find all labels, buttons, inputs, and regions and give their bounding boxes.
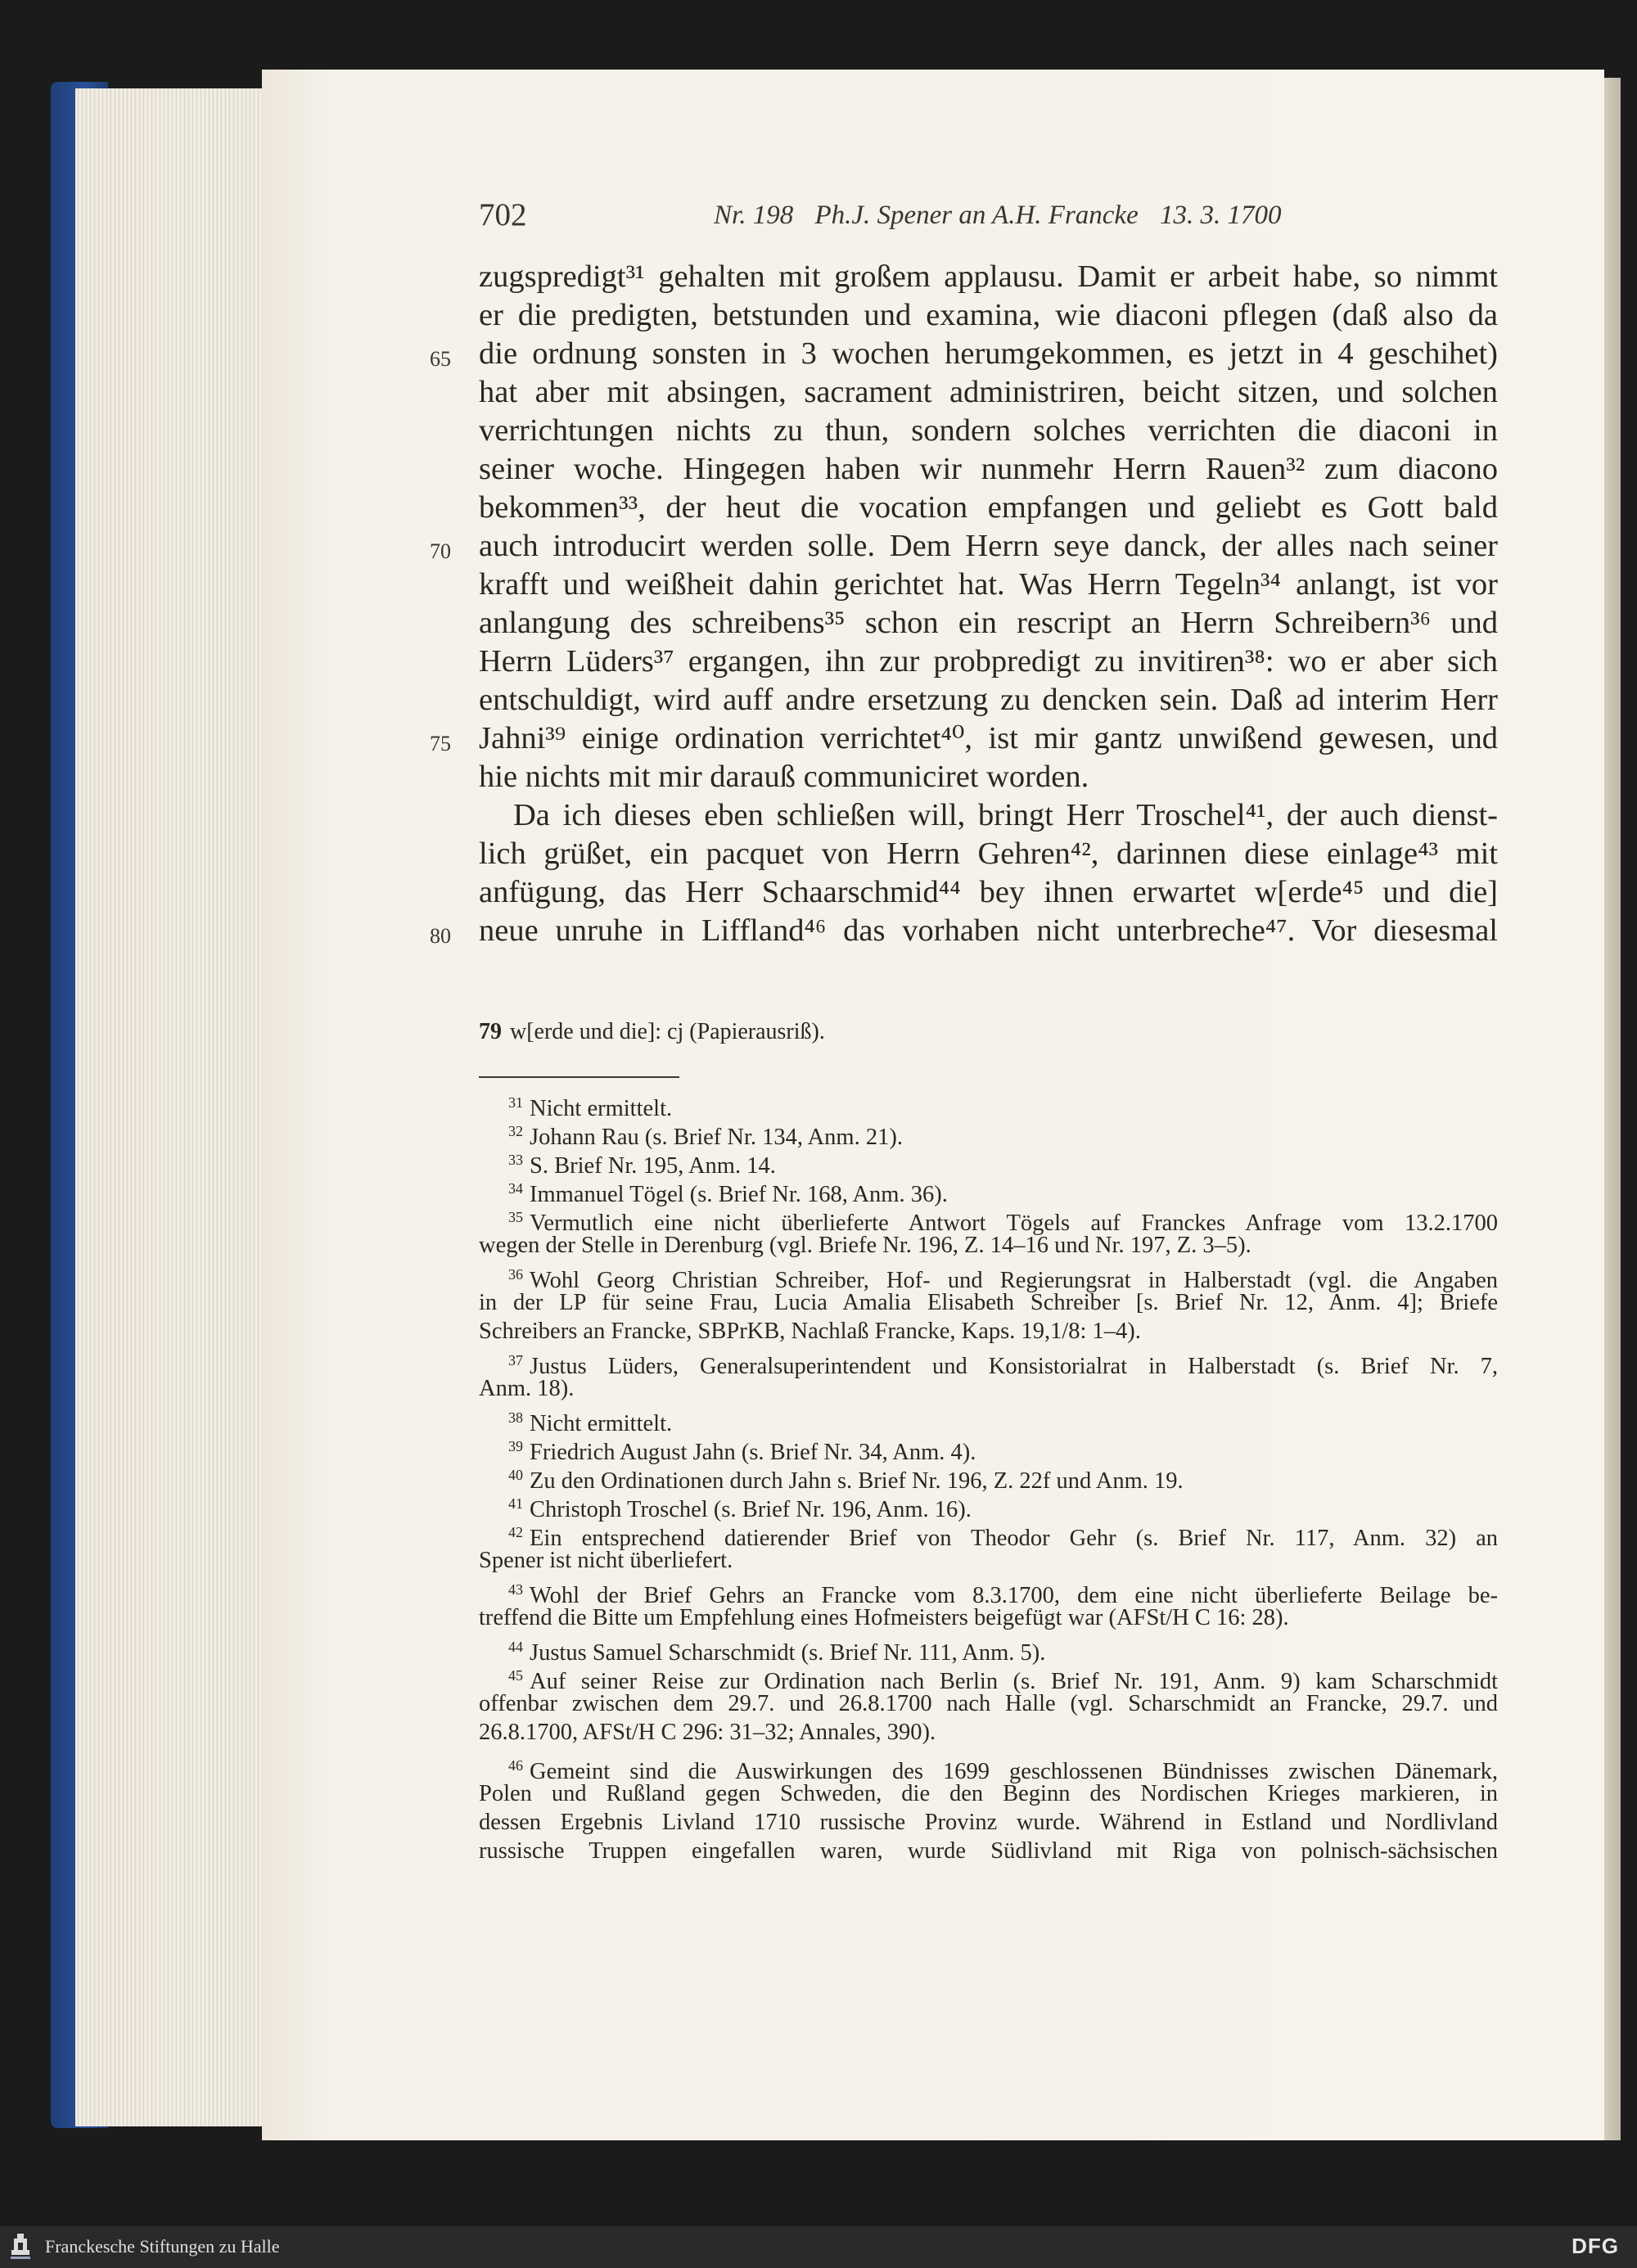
page-edges bbox=[75, 88, 265, 2126]
footnote-line bbox=[479, 1118, 1498, 1150]
letter-number: Nr. 198 bbox=[714, 201, 794, 230]
footnote-text: Schreibers an Francke, SBPrKB, Nachlaß Francke, Kaps. 19,1/8: 1–4). bbox=[479, 1319, 1141, 1344]
critical-apparatus bbox=[479, 1019, 825, 1045]
footnote-number: 36 bbox=[508, 1266, 523, 1283]
text-line: auch introducirt werden solle. Dem Herrn seye danck, der alles nach seiner bbox=[479, 529, 1498, 563]
footnote-line bbox=[479, 1634, 1498, 1666]
text-line: lich grüßet, ein pacquet von Herrn Gehren⁴², darinnen diese einlage⁴³ mit bbox=[479, 836, 1498, 871]
text-line: neue unruhe in Liffland⁴⁶ das vorhaben nicht unterbreche⁴⁷. Vor diesesmal bbox=[479, 913, 1498, 948]
footnote-line bbox=[479, 1261, 1498, 1293]
footnote-line bbox=[479, 1519, 1498, 1551]
footnote-text: Justus Lüders, Generalsuperintendent und Konsistorialrat in Halberstadt (s. Brief Nr. 7, bbox=[530, 1354, 1498, 1379]
institution-name: Franckesche Stiftungen zu Halle bbox=[45, 2236, 280, 2257]
footnote-text: Zu den Ordinationen durch Jahn s. Brief Nr. 196, Z. 22f und Anm. 19. bbox=[530, 1468, 1184, 1494]
footnote-text: Christoph Troschel (s. Brief Nr. 196, Anm. 16). bbox=[530, 1497, 972, 1522]
footnote-text: dessen Ergebnis Livland 1710 russische Provinz wurde. Während in Estland und Nordlivland bbox=[479, 1810, 1498, 1835]
footnote-line bbox=[479, 1319, 1498, 1345]
text-line: hat aber mit absingen, sacrament administriren, beicht sitzen, und solchen bbox=[479, 375, 1498, 409]
text-line: anlangung des schreibens³⁵ schon ein rescript an Herrn Schreibern³⁶ und bbox=[479, 606, 1498, 640]
text-line: hie nichts mit mir darauß communiciret worden. bbox=[479, 760, 1089, 794]
footnote-line bbox=[479, 1347, 1498, 1379]
footnote-text: wegen der Stelle in Derenburg (vgl. Briefe Nr. 196, Z. 14–16 und Nr. 197, Z. 3–5). bbox=[479, 1233, 1251, 1258]
footnote-number: 34 bbox=[508, 1180, 523, 1197]
footnote-line bbox=[479, 1548, 1498, 1574]
footnote-line bbox=[479, 1781, 1498, 1807]
text-line: verrichtungen nichts zu thun, sondern solches verrichten die diaconi in bbox=[479, 413, 1498, 448]
footnote-line bbox=[479, 1462, 1498, 1494]
footnote-line bbox=[479, 1233, 1498, 1259]
footnote-text: Johann Rau (s. Brief Nr. 134, Anm. 21). bbox=[530, 1125, 903, 1150]
viewer-footer-bar bbox=[0, 2226, 1637, 2268]
footnote-text: Friedrich August Jahn (s. Brief Nr. 34, Anm. 4). bbox=[530, 1440, 976, 1465]
footnote-number: 38 bbox=[508, 1409, 523, 1426]
footnote-number: 35 bbox=[508, 1209, 523, 1225]
footnote-line bbox=[479, 1433, 1498, 1465]
footnote-rule bbox=[479, 1076, 679, 1078]
text-line: seiner woche. Hingegen haben wir nunmehr Herrn Rauen³² zum diacono bbox=[479, 452, 1498, 486]
footnote-number: 31 bbox=[508, 1094, 523, 1111]
footnote-number: 37 bbox=[508, 1352, 523, 1368]
text-line: Herrn Lüders³⁷ ergangen, ihn zur probpredigt zu invitiren³⁸: wo er aber sich bbox=[479, 644, 1498, 679]
footnote-text: treffend die Bitte um Empfehlung eines Hofmeisters beigefügt war (AFSt/H C 16: 28). bbox=[479, 1605, 1289, 1630]
line-number: 70 bbox=[430, 539, 451, 563]
text-line: krafft und weißheit dahin gerichtet hat. Was Herrn Tegeln³⁴ anlangt, ist vor bbox=[479, 567, 1498, 602]
footnote-text: Immanuel Tögel (s. Brief Nr. 168, Anm. 36). bbox=[530, 1182, 948, 1207]
text-line: Jahni³⁹ einige ordination verrichtet⁴⁰, ist mir gantz unwißend gewesen, und bbox=[479, 721, 1498, 755]
footnote-number: 39 bbox=[508, 1438, 523, 1454]
institution-logo-icon bbox=[10, 2232, 31, 2261]
text-line: anfügung, das Herr Schaarschmid⁴⁴ bey ihnen erwartet w[erde⁴⁵ und die] bbox=[479, 875, 1498, 909]
footnote-line bbox=[479, 1662, 1498, 1694]
footnote-line bbox=[479, 1490, 1498, 1522]
footnote-line bbox=[479, 1175, 1498, 1207]
footnote-text: Auf seiner Reise zur Ordination nach Berlin (s. Brief Nr. 191, Anm. 9) kam Scharschmidt bbox=[530, 1669, 1498, 1694]
page-number: 702 bbox=[479, 197, 527, 232]
text-line: Da ich dieses eben schließen will, bringt Herr Troschel⁴¹, der auch dienst- bbox=[513, 798, 1498, 832]
footnote-number: 46 bbox=[508, 1757, 523, 1774]
footnote-number: 40 bbox=[508, 1467, 523, 1483]
dfg-logo: DFG bbox=[1572, 2234, 1619, 2258]
footnote-line bbox=[479, 1089, 1498, 1121]
text-line: bekommen³³, der heut die vocation empfangen und geliebt es Gott bald bbox=[479, 490, 1498, 525]
line-number: 75 bbox=[430, 732, 451, 755]
footnote-number: 32 bbox=[508, 1123, 523, 1139]
footnote-line bbox=[479, 1838, 1498, 1864]
text-line: er die predigten, betstunden und examina, wie diaconi pflegen (daß also da bbox=[479, 298, 1498, 332]
footnote-line bbox=[479, 1147, 1498, 1179]
footnote-text: in der LP für seine Frau, Lucia Amalia Elisabeth Schreiber [s. Brief Nr. 12, Anm. 4]; Briefe bbox=[479, 1290, 1498, 1315]
footnote-line bbox=[479, 1720, 1498, 1746]
letter-title: Ph.J. Spener an A.H. Francke bbox=[814, 201, 1139, 230]
footnote-line bbox=[479, 1376, 1498, 1402]
footnote-number: 44 bbox=[508, 1639, 523, 1655]
footnote-text: Ein entsprechend datierender Brief von Theodor Gehr (s. Brief Nr. 117, Anm. 32) an bbox=[530, 1526, 1498, 1551]
footnote-number: 33 bbox=[508, 1152, 523, 1168]
text-line: die ordnung sonsten in 3 wochen herumgekommen, es jetzt in 4 geschihet) bbox=[479, 336, 1498, 371]
footnote-text: Spener ist nicht überliefert. bbox=[479, 1548, 733, 1573]
footnote-text: Justus Samuel Scharschmidt (s. Brief Nr. 111, Anm. 5). bbox=[530, 1640, 1046, 1666]
footnote-number: 45 bbox=[508, 1667, 523, 1684]
apparatus-text: w[erde und die]: cj (Papierausriß). bbox=[510, 1019, 825, 1044]
footnote-line bbox=[479, 1752, 1498, 1784]
text-line: zugspredigt³¹ gehalten mit großem applausu. Damit er arbeit habe, so nimmt bbox=[479, 259, 1498, 294]
footnote-text: russische Truppen eingefallen waren, wurde Südlivland mit Riga von polnisch-sächsischen bbox=[479, 1838, 1498, 1864]
footnote-line bbox=[479, 1605, 1498, 1631]
line-number: 80 bbox=[430, 924, 451, 948]
footnote-line bbox=[479, 1576, 1498, 1608]
footnote-text: offenbar zwischen dem 29.7. und 26.8.1700 nach Halle (vgl. Scharschmidt an Francke, 29.7. und bbox=[479, 1691, 1498, 1716]
footnote-line bbox=[479, 1691, 1498, 1717]
footnote-text: Nicht ermittelt. bbox=[530, 1096, 673, 1121]
footnote-text: Anm. 18). bbox=[479, 1376, 575, 1401]
line-number: 65 bbox=[430, 347, 451, 371]
footnote-number: 42 bbox=[508, 1524, 523, 1540]
footnote-number: 41 bbox=[508, 1495, 523, 1512]
footnote-text: Nicht ermittelt. bbox=[530, 1411, 673, 1436]
running-title bbox=[714, 201, 1296, 231]
text-line: entschuldigt, wird auff andre ersetzung zu dencken sein. Daß ad interim Herr bbox=[479, 683, 1498, 717]
footnote-line bbox=[479, 1405, 1498, 1436]
footnote-text: S. Brief Nr. 195, Anm. 14. bbox=[530, 1153, 776, 1179]
footnote-number: 43 bbox=[508, 1581, 523, 1598]
footnote-text: Gemeint sind die Auswirkungen des 1699 geschlossenen Bündnisses zwischen Dänemark, bbox=[530, 1759, 1498, 1784]
footnote-text: Wohl Georg Christian Schreiber, Hof- und Regierungsrat in Halberstadt (vgl. die Angaben bbox=[530, 1268, 1498, 1293]
apparatus-line-ref: 79 bbox=[479, 1019, 502, 1044]
letter-date: 13. 3. 1700 bbox=[1159, 201, 1282, 230]
footnote-line bbox=[479, 1810, 1498, 1836]
footnote-line bbox=[479, 1204, 1498, 1236]
footnote-text: Polen und Rußland gegen Schweden, die den Beginn des Nordischen Krieges markieren, in bbox=[479, 1781, 1498, 1806]
footnote-line bbox=[479, 1290, 1498, 1316]
footnote-text: Wohl der Brief Gehrs an Francke vom 8.3.1700, dem eine nicht überlieferte Beilage be- bbox=[530, 1583, 1498, 1608]
footnote-text: 26.8.1700, AFSt/H C 296: 31–32; Annales, 390). bbox=[479, 1720, 936, 1745]
footnote-text: Vermutlich eine nicht überlieferte Antwort Tögels auf Franckes Anfrage vom 13.2.1700 bbox=[530, 1211, 1498, 1236]
